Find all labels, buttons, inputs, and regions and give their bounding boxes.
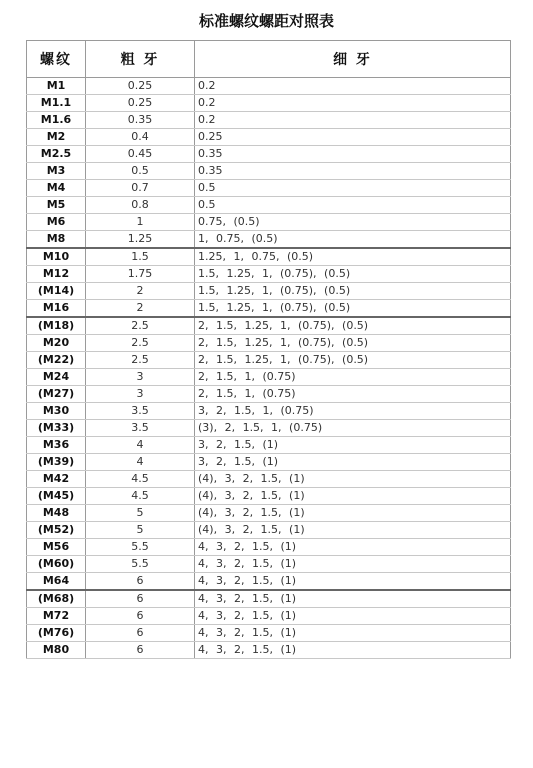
fine-pitch-cell: 0.25 bbox=[195, 129, 511, 146]
table-row bbox=[27, 590, 511, 608]
fine-pitch-cell: 1.5, 1.25, 1, (0.75), (0.5) bbox=[195, 300, 511, 318]
fine-pitch-cell: 3, 2, 1.5, (1) bbox=[195, 437, 511, 454]
thread-size-cell: M64 bbox=[27, 573, 86, 591]
coarse-pitch-cell: 0.4 bbox=[86, 129, 195, 146]
fine-pitch-cell: 4, 3, 2, 1.5, (1) bbox=[195, 590, 511, 608]
thread-size-cell: M42 bbox=[27, 471, 86, 488]
coarse-pitch-cell: 3 bbox=[86, 386, 195, 403]
coarse-pitch-cell: 5 bbox=[86, 505, 195, 522]
table-row bbox=[27, 248, 511, 266]
thread-size-cell: (M14) bbox=[27, 283, 86, 300]
table-row bbox=[27, 95, 511, 112]
fine-pitch-cell: 2, 1.5, 1, (0.75) bbox=[195, 386, 511, 403]
coarse-pitch-cell: 1.5 bbox=[86, 248, 195, 266]
table-row bbox=[27, 197, 511, 214]
table-row bbox=[27, 488, 511, 505]
thread-size-cell: M12 bbox=[27, 266, 86, 283]
coarse-pitch-cell: 0.8 bbox=[86, 197, 195, 214]
table-row bbox=[27, 556, 511, 573]
fine-pitch-cell: 4, 3, 2, 1.5, (1) bbox=[195, 642, 511, 659]
header-fine-pitch: 细 牙 bbox=[195, 41, 511, 78]
thread-size-cell: (M33) bbox=[27, 420, 86, 437]
table-row bbox=[27, 317, 511, 335]
coarse-pitch-cell: 1.25 bbox=[86, 231, 195, 249]
fine-pitch-cell: 3, 2, 1.5, 1, (0.75) bbox=[195, 403, 511, 420]
coarse-pitch-cell: 1 bbox=[86, 214, 195, 231]
coarse-pitch-cell: 0.35 bbox=[86, 112, 195, 129]
fine-pitch-cell: 2, 1.5, 1.25, 1, (0.75), (0.5) bbox=[195, 352, 511, 369]
thread-size-cell: M16 bbox=[27, 300, 86, 318]
coarse-pitch-cell: 3 bbox=[86, 369, 195, 386]
table-row bbox=[27, 625, 511, 642]
fine-pitch-cell: 1, 0.75, (0.5) bbox=[195, 231, 511, 249]
coarse-pitch-cell: 2.5 bbox=[86, 335, 195, 352]
fine-pitch-cell: 4, 3, 2, 1.5, (1) bbox=[195, 625, 511, 642]
fine-pitch-cell: 4, 3, 2, 1.5, (1) bbox=[195, 556, 511, 573]
fine-pitch-cell: 1.5, 1.25, 1, (0.75), (0.5) bbox=[195, 283, 511, 300]
fine-pitch-cell: 0.35 bbox=[195, 146, 511, 163]
coarse-pitch-cell: 4 bbox=[86, 437, 195, 454]
coarse-pitch-cell: 3.5 bbox=[86, 420, 195, 437]
fine-pitch-cell: 0.2 bbox=[195, 78, 511, 95]
table-header-row bbox=[27, 41, 511, 78]
page-title: 标准螺纹螺距对照表 bbox=[198, 12, 334, 30]
coarse-pitch-cell: 0.25 bbox=[86, 95, 195, 112]
thread-size-cell: M4 bbox=[27, 180, 86, 197]
thread-size-cell: M5 bbox=[27, 197, 86, 214]
thread-size-cell: M6 bbox=[27, 214, 86, 231]
fine-pitch-cell: (4), 3, 2, 1.5, (1) bbox=[195, 522, 511, 539]
fine-pitch-cell: 4, 3, 2, 1.5, (1) bbox=[195, 573, 511, 591]
table-row bbox=[27, 539, 511, 556]
thread-size-cell: (M76) bbox=[27, 625, 86, 642]
fine-pitch-cell: 0.2 bbox=[195, 95, 511, 112]
thread-size-cell: M1.1 bbox=[27, 95, 86, 112]
thread-size-cell: (M45) bbox=[27, 488, 86, 505]
thread-size-cell: M56 bbox=[27, 539, 86, 556]
table-row bbox=[27, 163, 511, 180]
table-row bbox=[27, 266, 511, 283]
coarse-pitch-cell: 0.25 bbox=[86, 78, 195, 95]
thread-size-cell: (M52) bbox=[27, 522, 86, 539]
fine-pitch-cell: 4, 3, 2, 1.5, (1) bbox=[195, 608, 511, 625]
thread-size-cell: M24 bbox=[27, 369, 86, 386]
thread-size-cell: (M22) bbox=[27, 352, 86, 369]
table-row bbox=[27, 642, 511, 659]
fine-pitch-cell: 0.5 bbox=[195, 180, 511, 197]
thread-size-cell: (M18) bbox=[27, 317, 86, 335]
table-row bbox=[27, 369, 511, 386]
table-row bbox=[27, 505, 511, 522]
table-row bbox=[27, 335, 511, 352]
thread-size-cell: (M27) bbox=[27, 386, 86, 403]
thread-size-cell: (M60) bbox=[27, 556, 86, 573]
table-row bbox=[27, 573, 511, 591]
coarse-pitch-cell: 4.5 bbox=[86, 471, 195, 488]
fine-pitch-cell: (4), 3, 2, 1.5, (1) bbox=[195, 505, 511, 522]
fine-pitch-cell: 0.5 bbox=[195, 197, 511, 214]
fine-pitch-cell: (3), 2, 1.5, 1, (0.75) bbox=[195, 420, 511, 437]
thread-size-cell: M1 bbox=[27, 78, 86, 95]
header-coarse-pitch: 粗 牙 bbox=[86, 41, 195, 78]
table-row bbox=[27, 78, 511, 95]
coarse-pitch-cell: 4.5 bbox=[86, 488, 195, 505]
table-row bbox=[27, 608, 511, 625]
coarse-pitch-cell: 2 bbox=[86, 300, 195, 318]
header-thread: 螺纹 bbox=[27, 41, 86, 78]
fine-pitch-cell: 1.25, 1, 0.75, (0.5) bbox=[195, 248, 511, 266]
thread-size-cell: M30 bbox=[27, 403, 86, 420]
fine-pitch-cell: 3, 2, 1.5, (1) bbox=[195, 454, 511, 471]
coarse-pitch-cell: 0.7 bbox=[86, 180, 195, 197]
fine-pitch-cell: (4), 3, 2, 1.5, (1) bbox=[195, 471, 511, 488]
fine-pitch-cell: (4), 3, 2, 1.5, (1) bbox=[195, 488, 511, 505]
fine-pitch-cell: 2, 1.5, 1.25, 1, (0.75), (0.5) bbox=[195, 317, 511, 335]
coarse-pitch-cell: 3.5 bbox=[86, 403, 195, 420]
fine-pitch-cell: 2, 1.5, 1, (0.75) bbox=[195, 369, 511, 386]
coarse-pitch-cell: 6 bbox=[86, 625, 195, 642]
table-row bbox=[27, 283, 511, 300]
coarse-pitch-cell: 6 bbox=[86, 642, 195, 659]
table-row bbox=[27, 454, 511, 471]
fine-pitch-cell: 0.35 bbox=[195, 163, 511, 180]
thread-pitch-table bbox=[26, 40, 511, 659]
coarse-pitch-cell: 5.5 bbox=[86, 556, 195, 573]
coarse-pitch-cell: 0.5 bbox=[86, 163, 195, 180]
table-row bbox=[27, 386, 511, 403]
coarse-pitch-cell: 6 bbox=[86, 573, 195, 591]
thread-size-cell: M10 bbox=[27, 248, 86, 266]
table-body bbox=[27, 78, 511, 659]
coarse-pitch-cell: 2 bbox=[86, 283, 195, 300]
thread-size-cell: M72 bbox=[27, 608, 86, 625]
table-row bbox=[27, 437, 511, 454]
coarse-pitch-cell: 6 bbox=[86, 590, 195, 608]
coarse-pitch-cell: 2.5 bbox=[86, 317, 195, 335]
table-row bbox=[27, 352, 511, 369]
thread-size-cell: M80 bbox=[27, 642, 86, 659]
table-row bbox=[27, 471, 511, 488]
thread-size-cell: (M39) bbox=[27, 454, 86, 471]
coarse-pitch-cell: 4 bbox=[86, 454, 195, 471]
thread-size-cell: (M68) bbox=[27, 590, 86, 608]
thread-size-cell: M3 bbox=[27, 163, 86, 180]
fine-pitch-cell: 2, 1.5, 1.25, 1, (0.75), (0.5) bbox=[195, 335, 511, 352]
table-row bbox=[27, 522, 511, 539]
coarse-pitch-cell: 6 bbox=[86, 608, 195, 625]
coarse-pitch-cell: 0.45 bbox=[86, 146, 195, 163]
table-row bbox=[27, 180, 511, 197]
table-row bbox=[27, 420, 511, 437]
coarse-pitch-cell: 2.5 bbox=[86, 352, 195, 369]
table-row bbox=[27, 112, 511, 129]
coarse-pitch-cell: 5 bbox=[86, 522, 195, 539]
thread-size-cell: M48 bbox=[27, 505, 86, 522]
table-row bbox=[27, 129, 511, 146]
thread-size-cell: M8 bbox=[27, 231, 86, 249]
fine-pitch-cell: 0.2 bbox=[195, 112, 511, 129]
coarse-pitch-cell: 5.5 bbox=[86, 539, 195, 556]
thread-size-cell: M36 bbox=[27, 437, 86, 454]
fine-pitch-cell: 1.5, 1.25, 1, (0.75), (0.5) bbox=[195, 266, 511, 283]
thread-size-cell: M20 bbox=[27, 335, 86, 352]
table-row bbox=[27, 214, 511, 231]
thread-size-cell: M2.5 bbox=[27, 146, 86, 163]
table-row bbox=[27, 403, 511, 420]
table-row bbox=[27, 231, 511, 249]
fine-pitch-cell: 4, 3, 2, 1.5, (1) bbox=[195, 539, 511, 556]
table-row bbox=[27, 146, 511, 163]
fine-pitch-cell: 0.75, (0.5) bbox=[195, 214, 511, 231]
coarse-pitch-cell: 1.75 bbox=[86, 266, 195, 283]
thread-size-cell: M1.6 bbox=[27, 112, 86, 129]
thread-size-cell: M2 bbox=[27, 129, 86, 146]
table-row bbox=[27, 300, 511, 318]
